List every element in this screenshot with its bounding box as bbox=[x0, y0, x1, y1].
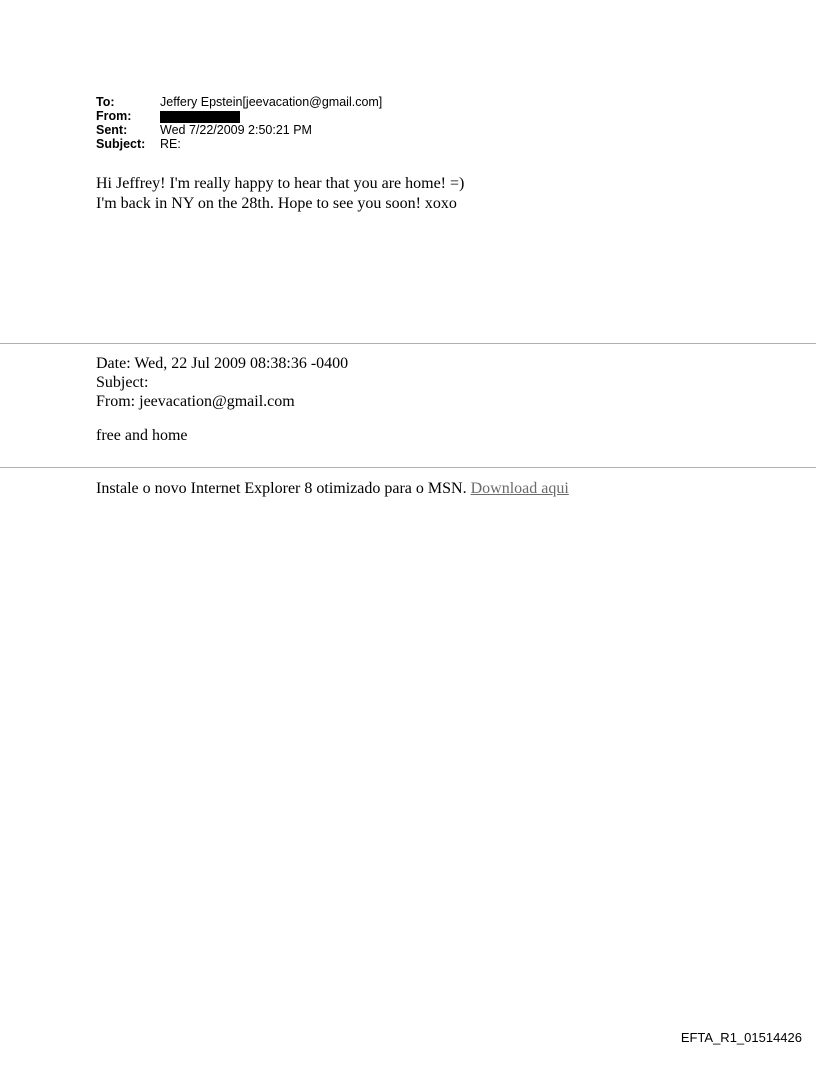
message-body bbox=[96, 174, 464, 214]
subject-value: RE: bbox=[160, 137, 181, 151]
divider-top bbox=[0, 343, 816, 344]
quoted-message bbox=[96, 354, 348, 445]
from-row bbox=[96, 109, 382, 123]
spacer bbox=[96, 411, 348, 426]
subject-label: Subject: bbox=[96, 137, 146, 151]
quoted-body: free and home bbox=[96, 427, 188, 444]
divider-bottom bbox=[0, 467, 816, 468]
subject-row bbox=[96, 137, 382, 151]
to-row bbox=[96, 95, 382, 109]
footer-promo bbox=[96, 479, 569, 499]
message-line-2: I'm back in NY on the 28th. Hope to see you soon! xoxo bbox=[96, 195, 457, 212]
quoted-date: Date: Wed, 22 Jul 2009 08:38:36 -0400 bbox=[96, 355, 349, 372]
to-label: To: bbox=[96, 95, 115, 109]
sent-row bbox=[96, 123, 382, 137]
sent-label: Sent: bbox=[96, 123, 128, 137]
quoted-subject: Subject: bbox=[96, 374, 149, 391]
document-id: EFTA_R1_01514426 bbox=[680, 1030, 802, 1045]
promo-text: Instale o novo Internet Explorer 8 otimizado para o MSN. bbox=[96, 480, 467, 497]
download-link[interactable]: Download aqui bbox=[470, 480, 569, 497]
quoted-from: From: jeevacation@gmail.com bbox=[96, 393, 295, 410]
email-header bbox=[96, 95, 382, 151]
to-value: Jeffery Epstein[jeevacation@gmail.com] bbox=[160, 95, 383, 109]
redaction-block bbox=[160, 111, 240, 123]
from-label: From: bbox=[96, 109, 132, 123]
message-line-1: Hi Jeffrey! I'm really happy to hear that you are home! =) bbox=[96, 175, 465, 192]
sent-value: Wed 7/22/2009 2:50:21 PM bbox=[160, 123, 312, 137]
